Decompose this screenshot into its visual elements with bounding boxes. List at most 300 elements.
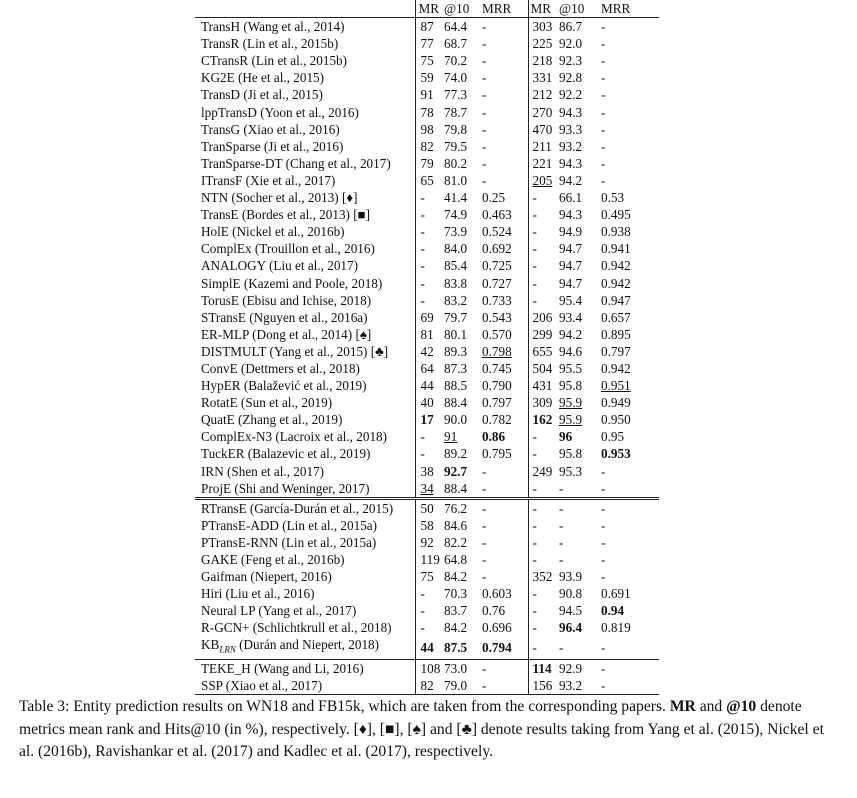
cell-fb15k-hits10 — [559, 360, 601, 377]
cell-value: 83.7 — [444, 603, 468, 619]
cell-fb15k-mr — [528, 121, 559, 138]
cell-fb15k-mr — [528, 155, 559, 172]
cell-wn18-mrr — [482, 189, 528, 206]
cell-value: - — [482, 155, 487, 171]
cell-value: 249 — [532, 463, 553, 479]
cell-value: - — [420, 241, 425, 257]
cell-value: 331 — [532, 70, 553, 86]
cell-wn18-hits10 — [444, 52, 482, 69]
cell-wn18-hits10 — [444, 568, 482, 585]
cell-value: - — [601, 661, 606, 677]
cell-fb15k-hits10 — [559, 257, 601, 274]
cell-value: - — [532, 429, 537, 445]
cell-wn18-mr — [415, 189, 444, 206]
cell-wn18-mr — [415, 445, 444, 462]
model-name-text: ANALOGY (Liu et al., 2017) — [201, 258, 358, 274]
cell-value: 0.733 — [482, 292, 512, 308]
cell-value: 77 — [420, 36, 434, 52]
cell-fb15k-mrr — [601, 568, 659, 585]
cell-value: 94.3 — [559, 207, 583, 223]
cell-value: 17 — [420, 412, 434, 428]
cell-fb15k-mr — [528, 275, 559, 292]
cell-value: 34 — [420, 480, 434, 496]
cell-value: 82 — [420, 138, 434, 154]
cell-fb15k-mrr — [601, 498, 659, 517]
cell-value: - — [482, 36, 487, 52]
cell-value: 89.2 — [444, 446, 468, 462]
cell-value: - — [601, 534, 606, 550]
cell-value: 64.8 — [444, 552, 468, 567]
cell-fb15k-mrr — [601, 394, 659, 411]
cell-value: - — [482, 480, 487, 496]
cell-fb15k-hits10 — [559, 498, 601, 517]
model-name — [195, 463, 415, 480]
cell-value: 0.895 — [601, 326, 631, 342]
cell-fb15k-hits10 — [559, 602, 601, 619]
cell-value: - — [601, 500, 606, 516]
cell-value: 0.947 — [601, 292, 631, 308]
table-row — [195, 517, 659, 534]
cell-fb15k-mrr — [601, 121, 659, 138]
cell-fb15k-mr — [528, 517, 559, 534]
cell-value: 73.9 — [444, 224, 468, 240]
table-row — [195, 619, 659, 636]
cell-value: 44 — [420, 640, 434, 656]
cell-value: 92.0 — [559, 36, 583, 52]
cell-value: - — [420, 620, 425, 636]
cell-fb15k-hits10 — [559, 411, 601, 428]
table-row — [195, 292, 659, 309]
cell-wn18-mr — [415, 517, 444, 534]
cell-value: 95.4 — [559, 292, 583, 308]
cell-fb15k-mrr — [601, 585, 659, 602]
model-name — [195, 35, 415, 52]
model-name — [195, 445, 415, 462]
cell-fb15k-hits10 — [559, 292, 601, 309]
model-name — [195, 585, 415, 602]
cell-value: 0.798 — [482, 343, 512, 359]
cell-wn18-hits10 — [444, 292, 482, 309]
table-row — [195, 428, 659, 445]
cell-wn18-mrr — [482, 223, 528, 240]
table-row — [195, 52, 659, 69]
cell-fb15k-mr — [528, 69, 559, 86]
cell-wn18-mr — [415, 343, 444, 360]
caption-label: Table 3: — [19, 698, 70, 715]
table-row — [195, 309, 659, 326]
cell-value: 91 — [420, 87, 434, 103]
cell-fb15k-hits10 — [559, 568, 601, 585]
table-row — [195, 206, 659, 223]
caption-tag-spade: [♠] — [407, 720, 427, 738]
cell-wn18-hits10 — [444, 206, 482, 223]
table-row — [195, 585, 659, 602]
cell-wn18-mrr — [482, 206, 528, 223]
model-name-subscript: LRN — [219, 645, 236, 656]
model-name — [195, 121, 415, 138]
cell-value: 90.8 — [559, 586, 583, 602]
cell-wn18-hits10 — [444, 138, 482, 155]
cell-value: - — [420, 258, 425, 274]
model-name-text: TransR (Lin et al., 2015b) — [201, 36, 339, 52]
cell-wn18-mrr — [482, 18, 528, 36]
cell-value: 0.797 — [482, 395, 512, 411]
cell-value: 0.745 — [482, 360, 512, 376]
model-name — [195, 155, 415, 172]
cell-value: 108 — [420, 661, 441, 677]
cell-value: - — [559, 500, 564, 516]
cell-value: 94.9 — [559, 224, 583, 240]
model-name-text: ITransF (Xie et al., 2017) — [201, 172, 336, 188]
cell-wn18-mrr — [482, 660, 528, 678]
model-name — [195, 343, 415, 360]
cell-value: 94.3 — [559, 155, 583, 171]
cell-fb15k-mr — [528, 104, 559, 121]
caption-sep-2: , — [399, 720, 408, 738]
cell-value: - — [532, 241, 537, 257]
cell-fb15k-mr — [528, 602, 559, 619]
model-name — [195, 18, 415, 36]
model-name-text: ER-MLP (Dong et al., 2014) [♠] — [201, 326, 372, 342]
table-row — [195, 343, 659, 360]
cell-value: 309 — [532, 395, 553, 411]
cell-value: 84.6 — [444, 517, 468, 533]
cell-fb15k-hits10 — [559, 480, 601, 499]
cell-wn18-mr — [415, 411, 444, 428]
cell-wn18-hits10 — [444, 619, 482, 636]
cell-fb15k-mr — [528, 172, 559, 189]
cell-value: - — [601, 53, 606, 69]
cell-wn18-mr — [415, 35, 444, 52]
cell-wn18-hits10 — [444, 660, 482, 678]
cell-value: 0.941 — [601, 241, 631, 257]
cell-fb15k-mrr — [601, 463, 659, 480]
cell-value: 88.5 — [444, 378, 468, 394]
cell-fb15k-mr — [528, 35, 559, 52]
cell-wn18-mrr — [482, 343, 528, 360]
cell-value: - — [601, 569, 606, 585]
model-name-text: ComplEx-N3 (Lacroix et al., 2018) — [201, 429, 388, 445]
cell-value: 94.7 — [559, 241, 583, 257]
model-name — [195, 636, 415, 659]
model-name-text: TransD (Ji et al., 2015) — [201, 87, 323, 103]
cell-fb15k-mr — [528, 257, 559, 274]
cell-value: 80.1 — [444, 326, 468, 342]
table-row — [195, 257, 659, 274]
cell-wn18-mr — [415, 463, 444, 480]
model-name — [195, 534, 415, 551]
cell-wn18-mr — [415, 86, 444, 103]
cell-wn18-mrr — [482, 585, 528, 602]
model-name — [195, 309, 415, 326]
cell-wn18-hits10 — [444, 69, 482, 86]
table-row — [195, 69, 659, 86]
cell-fb15k-mr — [528, 292, 559, 309]
cell-wn18-mrr — [482, 636, 528, 659]
cell-fb15k-hits10 — [559, 619, 601, 636]
cell-wn18-hits10 — [444, 223, 482, 240]
cell-value: - — [532, 603, 537, 619]
model-name — [195, 411, 415, 428]
model-name-text: TranSparse-DT (Chang et al., 2017) — [201, 155, 391, 171]
cell-value: - — [532, 640, 537, 656]
model-name — [195, 69, 415, 86]
cell-fb15k-mrr — [601, 326, 659, 343]
cell-value: 0.953 — [601, 446, 631, 462]
model-name — [195, 326, 415, 343]
cell-value: 0.790 — [482, 378, 512, 394]
cell-value: - — [601, 517, 606, 533]
cell-wn18-hits10 — [444, 155, 482, 172]
model-name-text: ComplEx (Trouillon et al., 2016) — [201, 241, 375, 257]
cell-value: 70.2 — [444, 53, 468, 69]
caption-sep-1: , — [372, 720, 380, 738]
cell-value: 156 — [532, 678, 553, 694]
cell-value: - — [420, 207, 425, 223]
cell-fb15k-mr — [528, 309, 559, 326]
cell-fb15k-mrr — [601, 206, 659, 223]
cell-value: 86.7 — [559, 19, 583, 35]
model-name-text: QuatE (Zhang et al., 2019) — [201, 412, 343, 428]
cell-value: 74.0 — [444, 70, 468, 86]
cell-fb15k-hits10 — [559, 52, 601, 69]
table-row — [195, 602, 659, 619]
cell-wn18-hits10 — [444, 394, 482, 411]
cell-value: - — [601, 36, 606, 52]
cell-wn18-mr — [415, 360, 444, 377]
cell-fb15k-hits10 — [559, 189, 601, 206]
cell-wn18-mr — [415, 292, 444, 309]
cell-fb15k-hits10 — [559, 445, 601, 462]
cell-value: 94.7 — [559, 275, 583, 291]
cell-wn18-mr — [415, 660, 444, 678]
cell-value: 68.7 — [444, 36, 468, 52]
cell-value: 0.942 — [601, 258, 631, 274]
cell-value: 38 — [420, 463, 434, 479]
cell-wn18-mrr — [482, 534, 528, 551]
cell-value: 0.691 — [601, 586, 631, 602]
cell-value: - — [601, 138, 606, 154]
cell-wn18-mr — [415, 636, 444, 659]
cell-value: 79.8 — [444, 121, 468, 137]
cell-fb15k-mr — [528, 138, 559, 155]
cell-value: - — [601, 172, 606, 188]
cell-value: 0.819 — [601, 620, 631, 636]
cell-wn18-hits10 — [444, 428, 482, 445]
cell-value: 95.5 — [559, 360, 583, 376]
cell-wn18-mrr — [482, 445, 528, 462]
cell-fb15k-mrr — [601, 189, 659, 206]
model-name-text: ConvE (Dettmers et al., 2018) — [201, 360, 360, 376]
cell-value: 0.692 — [482, 241, 512, 257]
model-name-text: HypER (Balažević et al., 2019) — [201, 378, 367, 394]
cell-value: 0.696 — [482, 620, 512, 636]
cell-value: - — [482, 70, 487, 86]
cell-fb15k-hits10 — [559, 551, 601, 568]
entity-prediction-results-table — [195, 0, 659, 695]
cell-value: 93.4 — [559, 309, 583, 325]
cell-value: - — [532, 480, 537, 496]
cell-value: 59 — [420, 70, 434, 86]
cell-value: 0.657 — [601, 309, 631, 325]
model-name — [195, 360, 415, 377]
cell-value: 42 — [420, 343, 434, 359]
cell-value: 98 — [420, 121, 434, 137]
cell-wn18-hits10 — [444, 189, 482, 206]
table-row — [195, 138, 659, 155]
cell-value: 70.3 — [444, 586, 468, 602]
cell-value: - — [482, 53, 487, 69]
cell-wn18-hits10 — [444, 677, 482, 695]
cell-value: - — [559, 640, 564, 656]
cell-value: 78.7 — [444, 104, 468, 120]
cell-wn18-hits10 — [444, 463, 482, 480]
cell-value: - — [601, 155, 606, 171]
cell-value: 655 — [532, 343, 553, 359]
cell-value: 352 — [532, 569, 553, 585]
cell-fb15k-hits10 — [559, 428, 601, 445]
model-name — [195, 602, 415, 619]
cell-value: 83.8 — [444, 275, 468, 291]
cell-value: 88.4 — [444, 395, 468, 411]
cell-value: 94.2 — [559, 326, 583, 342]
cell-value: 41.4 — [444, 190, 468, 206]
cell-wn18-mrr — [482, 275, 528, 292]
cell-value: - — [532, 292, 537, 308]
cell-value: 0.727 — [482, 275, 512, 291]
header-fb15k-mrr: MRR — [601, 0, 659, 18]
model-name-text: RotatE (Sun et al., 2019) — [201, 395, 333, 411]
caption-tag-club: [♣] — [456, 720, 478, 738]
cell-value: 94.6 — [559, 343, 583, 359]
cell-wn18-hits10 — [444, 517, 482, 534]
cell-wn18-hits10 — [444, 309, 482, 326]
cell-wn18-hits10 — [444, 480, 482, 499]
table-row — [195, 18, 659, 36]
cell-value: - — [532, 586, 537, 602]
model-name-text: lppTransD (Yoon et al., 2016) — [201, 104, 359, 120]
cell-wn18-hits10 — [444, 86, 482, 103]
cell-value: 79 — [420, 155, 434, 171]
cell-value: 64 — [420, 360, 434, 376]
cell-value: 470 — [532, 121, 553, 137]
cell-wn18-hits10 — [444, 121, 482, 138]
cell-value: 92.9 — [559, 661, 583, 677]
cell-wn18-mrr — [482, 326, 528, 343]
cell-value: - — [532, 446, 537, 462]
cell-value: 504 — [532, 360, 553, 376]
cell-fb15k-mr — [528, 18, 559, 36]
cell-value: 76.2 — [444, 500, 468, 516]
table-row — [195, 636, 659, 659]
table-row — [195, 121, 659, 138]
cell-value: 91 — [444, 429, 458, 445]
cell-wn18-mr — [415, 551, 444, 568]
cell-value: 73.0 — [444, 661, 468, 677]
cell-value: 87 — [420, 19, 434, 35]
cell-fb15k-mrr — [601, 360, 659, 377]
cell-wn18-mr — [415, 121, 444, 138]
model-name — [195, 138, 415, 155]
cell-value: 205 — [532, 172, 553, 188]
cell-fb15k-mrr — [601, 172, 659, 189]
cell-wn18-hits10 — [444, 257, 482, 274]
cell-value: 96.4 — [559, 620, 583, 636]
table-row — [195, 155, 659, 172]
cell-fb15k-mrr — [601, 292, 659, 309]
cell-wn18-mr — [415, 498, 444, 517]
cell-wn18-mr — [415, 206, 444, 223]
cell-value: 88.4 — [444, 480, 468, 496]
cell-wn18-mr — [415, 104, 444, 121]
cell-wn18-mrr — [482, 138, 528, 155]
cell-value: - — [532, 534, 537, 550]
cell-value: 0.543 — [482, 309, 512, 325]
model-name-text: TransE (Bordes et al., 2013) [■] — [201, 207, 370, 223]
cell-value: 114 — [532, 661, 552, 677]
cell-value: 0.951 — [601, 378, 631, 394]
cell-value: 94.5 — [559, 603, 583, 619]
model-name-text: KB — [201, 637, 220, 653]
cell-value: 0.25 — [482, 190, 506, 206]
cell-value: 75 — [420, 569, 434, 585]
cell-fb15k-mrr — [601, 411, 659, 428]
cell-fb15k-mr — [528, 677, 559, 695]
cell-wn18-mrr — [482, 602, 528, 619]
cell-fb15k-mrr — [601, 309, 659, 326]
cell-fb15k-hits10 — [559, 240, 601, 257]
cell-fb15k-mrr — [601, 428, 659, 445]
header-fb15k-mr: MR — [528, 0, 559, 18]
cell-wn18-hits10 — [444, 18, 482, 36]
cell-fb15k-hits10 — [559, 343, 601, 360]
model-name-text: TransG (Xiao et al., 2016) — [201, 121, 340, 137]
caption-hits: @10 — [726, 698, 757, 715]
model-name-text: SimplE (Kazemi and Poole, 2018) — [201, 275, 383, 291]
cell-wn18-mr — [415, 619, 444, 636]
cell-value: 80.2 — [444, 155, 468, 171]
cell-fb15k-mr — [528, 585, 559, 602]
cell-value: - — [601, 121, 606, 137]
model-name — [195, 480, 415, 499]
cell-fb15k-hits10 — [559, 104, 601, 121]
cell-value: 92.2 — [559, 87, 583, 103]
cell-fb15k-hits10 — [559, 636, 601, 659]
cell-value: - — [482, 19, 487, 35]
cell-fb15k-mrr — [601, 69, 659, 86]
cell-wn18-hits10 — [444, 35, 482, 52]
cell-value: 93.2 — [559, 678, 583, 694]
caption-tag-diamond: [♦] — [353, 720, 372, 738]
cell-value: - — [420, 586, 425, 602]
cell-fb15k-hits10 — [559, 394, 601, 411]
cell-value: 78 — [420, 104, 434, 120]
cell-wn18-mr — [415, 172, 444, 189]
cell-fb15k-hits10 — [559, 377, 601, 394]
cell-value: 0.94 — [601, 603, 625, 619]
cell-wn18-mr — [415, 394, 444, 411]
cell-value: 119 — [420, 552, 440, 567]
model-name-text: STransE (Nguyen et al., 2016a) — [201, 309, 368, 325]
cell-value: 84.2 — [444, 569, 468, 585]
cell-value: - — [420, 446, 425, 462]
model-name-text: TranSparse (Ji et al., 2016) — [201, 138, 344, 154]
cell-value: 95.8 — [559, 378, 583, 394]
cell-fb15k-mr — [528, 660, 559, 678]
model-name — [195, 257, 415, 274]
cell-fb15k-mr — [528, 568, 559, 585]
cell-value: - — [532, 190, 537, 206]
